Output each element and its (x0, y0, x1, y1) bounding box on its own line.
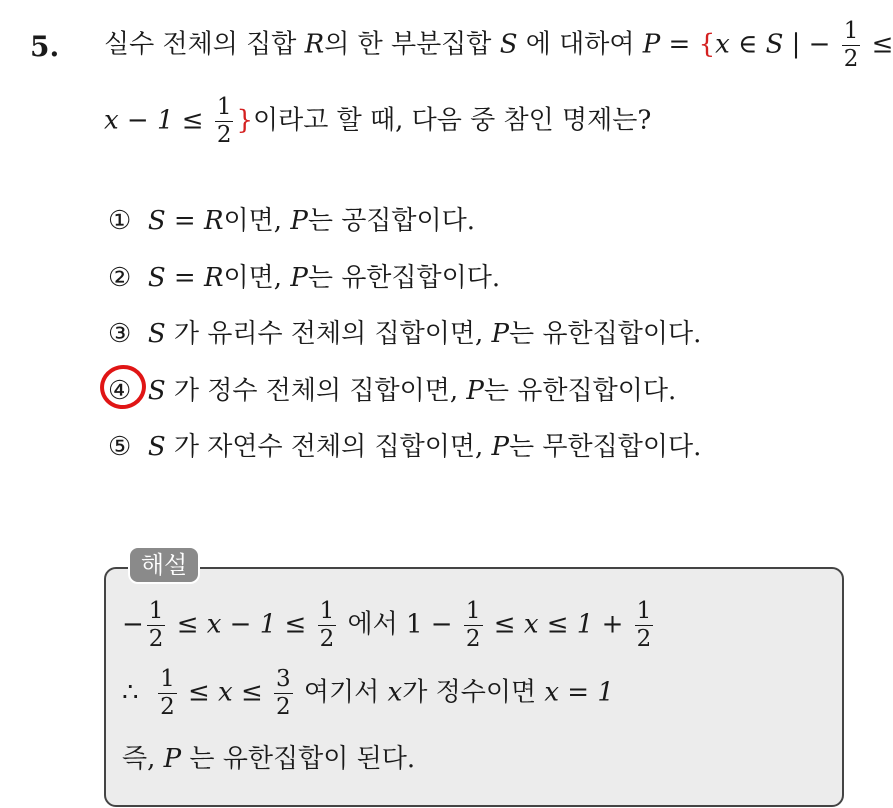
question-text-b: 의 한 부분집합 (324, 29, 492, 60)
choice-p: P (290, 263, 308, 293)
symbol-S: S (499, 29, 518, 60)
symbol-x: x (387, 677, 403, 708)
choice-mark: ③ (108, 319, 132, 349)
solution-text-a: 즉, (122, 744, 156, 774)
question-text-a: 실수 전체의 집합 (104, 29, 297, 60)
frac-den: 2 (465, 626, 481, 652)
choice-text: 이면, (223, 206, 283, 236)
solution-inequality-2: ≤ x ≤ 1 + (493, 609, 624, 640)
choice-p: P (491, 319, 510, 349)
choice-math: S (147, 319, 166, 349)
choice-text: 가 정수 전체의 집합이면, (173, 376, 459, 406)
choice-1[interactable] (108, 200, 475, 237)
frac-num: 1 (636, 598, 652, 624)
solution-inequality: ≤ x − 1 ≤ (176, 609, 307, 640)
choice-text: 가 자연수 전체의 집합이면, (173, 432, 484, 462)
choice-math: S = R (147, 263, 224, 293)
choice-mark: ② (108, 263, 132, 293)
frac-den: 2 (636, 626, 652, 652)
fraction-half (318, 600, 337, 651)
frac-den: 2 (160, 694, 175, 720)
fraction-half (158, 668, 177, 719)
solution-text-b: 는 유한집합이 된다. (189, 744, 416, 774)
fraction-half (842, 20, 861, 71)
choice-text: 이면, (223, 263, 283, 293)
question-line-2 (104, 96, 651, 147)
question-line-1: 실수 전체의 집합 R의 한 부분집합 S 에 대하여 P = {x ∈ S | − $\frac{1}{2}$ ≤ (104, 18, 893, 72)
solution-equation: x = 1 (544, 677, 614, 708)
set-open-brace: { (698, 29, 716, 60)
solution-mid-text: 에서 1 − (347, 609, 453, 640)
frac-den: 2 (148, 626, 164, 652)
choice-mark: ④ (108, 376, 132, 406)
fraction-half (147, 600, 166, 651)
question-text-end: 이라고 할 때, 다음 중 참인 명제는? (253, 105, 652, 136)
choice-rest: 는 유한집합이다. (509, 319, 702, 349)
line2-expression: x − 1 ≤ (104, 105, 204, 136)
solution-text-2: 가 정수이면 (402, 677, 537, 708)
fraction-half (464, 600, 483, 651)
frac-num: 1 (465, 598, 481, 624)
symbol-P: P (642, 29, 661, 60)
solution-text: 여기서 (303, 677, 380, 708)
fraction-half (635, 600, 654, 651)
choice-text: 가 유리수 전체의 집합이면, (173, 319, 484, 349)
solution-inequality-3: ≤ x ≤ (187, 677, 263, 708)
frac-num: 3 (276, 666, 291, 692)
fraction-half-2 (215, 96, 234, 147)
choice-p: P (290, 206, 308, 236)
frac-den: 2 (216, 122, 232, 148)
choice-p: P (466, 376, 484, 406)
therefore-symbol: ∴ (122, 677, 139, 708)
choice-math: S (147, 376, 166, 406)
frac-den: 2 (843, 46, 859, 72)
frac-num: 1 (319, 598, 335, 624)
fraction-three-halves (274, 668, 293, 719)
choice-mark: ⑤ (108, 432, 132, 462)
le-sign: ≤ (871, 29, 893, 60)
choice-2[interactable] (108, 257, 500, 294)
frac-den: 2 (319, 626, 335, 652)
choice-5[interactable] (108, 426, 701, 463)
choice-rest: 는 공집합이다. (307, 206, 476, 236)
choice-math: S (147, 432, 166, 462)
set-close-brace: } (236, 105, 254, 136)
solution-line-1 (122, 600, 656, 651)
choice-rest: 는 유한집합이다. (307, 263, 501, 293)
solution-line-3 (122, 738, 415, 775)
question-number: 5. (30, 30, 60, 63)
frac-num: 1 (843, 18, 859, 44)
choice-3[interactable] (108, 313, 701, 350)
symbol-P: P (163, 744, 182, 774)
frac-num: 1 (216, 94, 232, 120)
solution-line-2 (122, 668, 614, 719)
choice-rest: 는 무한집합이다. (509, 432, 702, 462)
choice-4[interactable] (108, 370, 676, 407)
choice-p: P (491, 432, 510, 462)
frac-num: 1 (160, 666, 175, 692)
set-condition: x ∈ S | − (715, 29, 831, 60)
choice-math: S = R (147, 206, 224, 236)
choice-mark: ① (108, 206, 132, 236)
solution-tag: 해설 (128, 546, 200, 584)
frac-num: 1 (148, 598, 164, 624)
question-text-c: 에 대하여 (525, 29, 635, 60)
choice-rest: 는 유한집합이다. (483, 376, 677, 406)
symbol-R: R (304, 29, 325, 60)
frac-den: 2 (276, 694, 291, 720)
minus-sign: − (122, 609, 144, 640)
